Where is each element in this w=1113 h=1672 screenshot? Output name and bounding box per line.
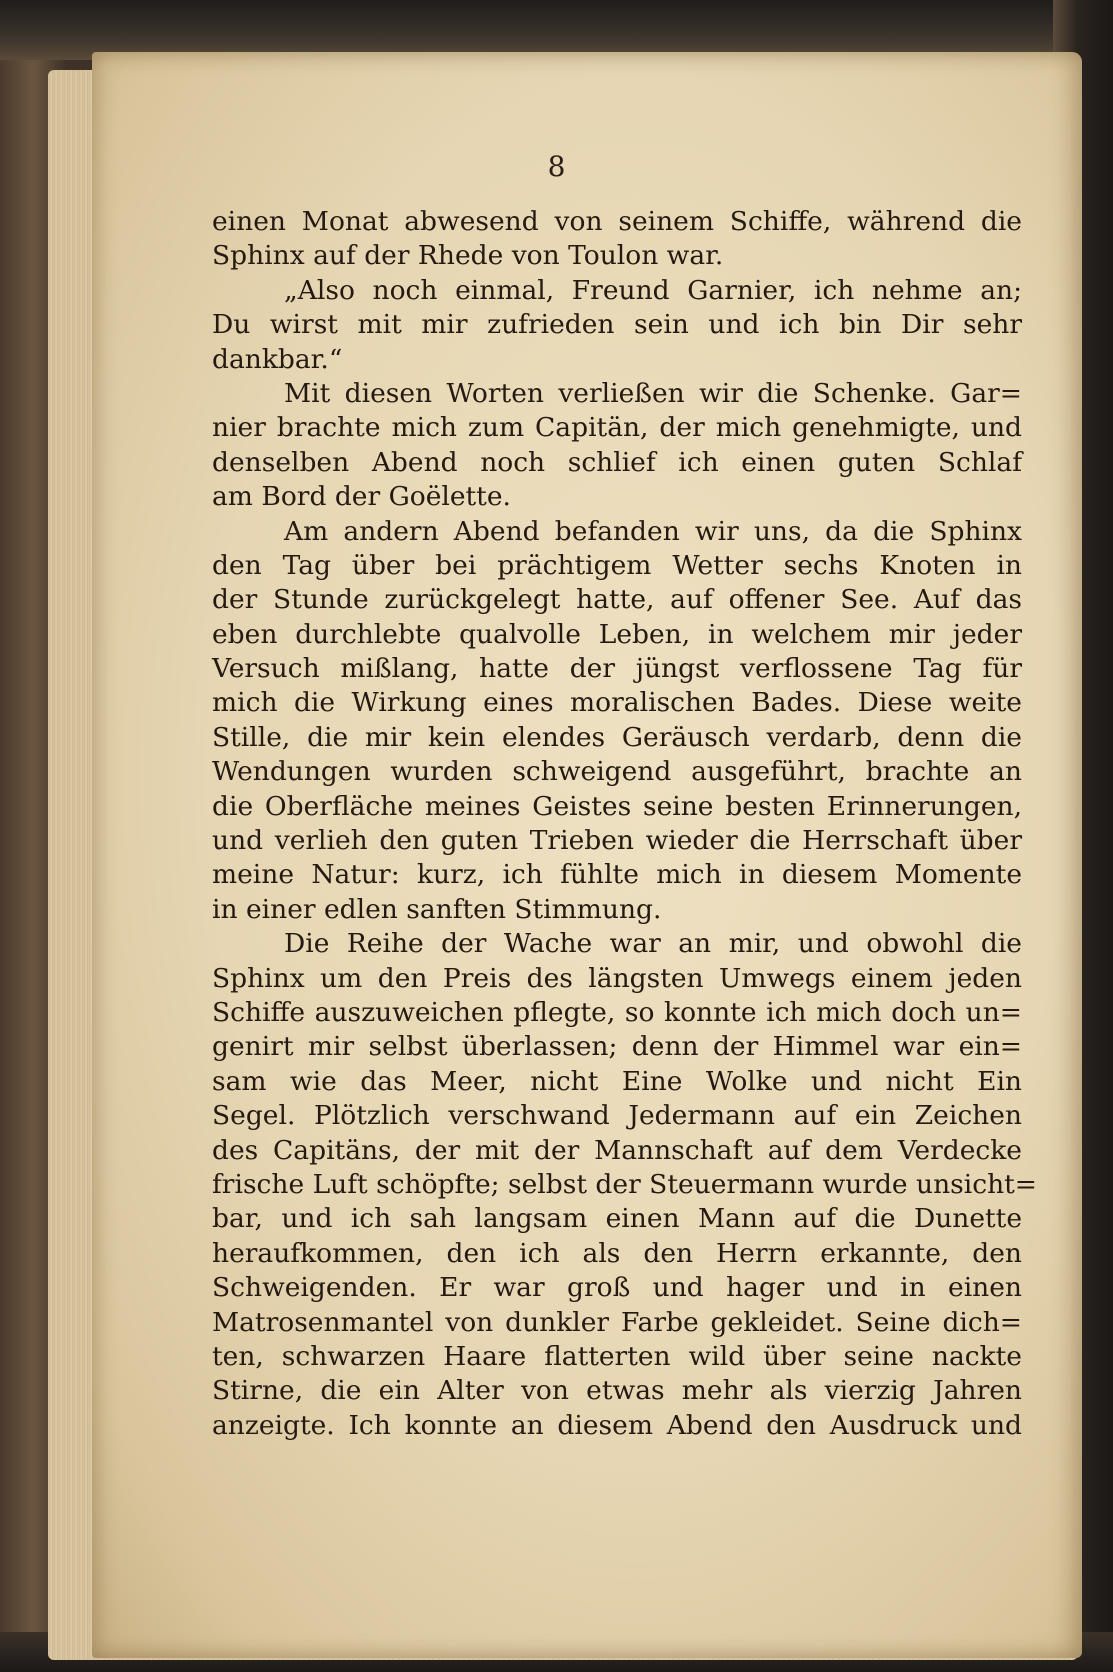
text-line: einen Monat abwesend von seinem Schiffe, während die: [212, 206, 1022, 237]
text-line: anzeigte. Ich konnte an diesem Abend den Ausdruck und: [212, 1409, 1022, 1441]
text-line: Segel. Plötzlich verschwand Jedermann auf ein Zeichen: [212, 1100, 1022, 1132]
text-line: Mit diesen Worten verließen wir die Schenke. Gar=: [284, 377, 1022, 409]
page-number: 8: [547, 150, 566, 183]
text-line: dankbar.“: [212, 343, 343, 375]
text-line: eben durchlebte qualvolle Leben, in welchem mir jeder: [212, 618, 1022, 650]
text-line: „Also noch einmal, Freund Garnier, ich nehme an;: [284, 274, 1022, 306]
text-line: Am andern Abend befanden wir uns, da die Sphinx: [284, 515, 1022, 547]
text-line: Du wirst mit mir zufrieden sein und ich bin Dir sehr: [212, 309, 1022, 341]
text-line: Versuch mißlang, hatte der jüngst verflossene Tag für: [212, 653, 1022, 685]
text-line: heraufkommen, den ich als den Herrn erkannte, den: [212, 1237, 1022, 1269]
text-line: Matrosenmantel von dunkler Farbe gekleidet. Seine dich=: [212, 1306, 1022, 1338]
text-line: Sphinx auf der Rhede von Toulon war.: [212, 240, 724, 272]
text-line: die Oberfläche meines Geistes seine besten Erinnerungen,: [212, 790, 1022, 822]
text-line: meine Natur: kurz, ich fühlte mich in diesem Momente: [212, 859, 1022, 891]
text-line: denselben Abend noch schlief ich einen guten Schlaf: [212, 446, 1022, 478]
text-line: ten, schwarzen Haare flatterten wild über seine nackte: [212, 1340, 1022, 1372]
text-line: bar, und ich sah langsam einen Mann auf die Dunette: [212, 1203, 1022, 1235]
book-cover-top: [0, 0, 1113, 60]
text-line: Schiffe auszuweichen pflegte, so konnte ich mich doch un=: [212, 996, 1022, 1028]
text-line: Stille, die mir kein elendes Geräusch verdarb, denn die: [212, 721, 1022, 753]
text-line: genirt mir selbst überlassen; denn der Himmel war ein=: [212, 1031, 1022, 1063]
text-line: Schweigenden. Er war groß und hager und in einen: [212, 1272, 1022, 1304]
text-line: frische Luft schöpfte; selbst der Steuermann wurde unsicht=: [212, 1168, 1038, 1200]
text-line: den Tag über bei prächtigem Wetter sechs Knoten in: [212, 549, 1022, 581]
text-line: Stirne, die ein Alter von etwas mehr als vierzig Jahren: [212, 1375, 1022, 1407]
text-line: und verlieh den guten Trieben wieder die Herrschaft über: [212, 825, 1022, 857]
text-line: nier brachte mich zum Capitän, der mich genehmigte, und: [212, 412, 1022, 444]
text-line: am Bord der Goëlette.: [212, 481, 511, 513]
text-line: der Stunde zurückgelegt hatte, auf offener See. Auf das: [212, 584, 1022, 616]
text-line: Wendungen wurden schweigend ausgeführt, brachte an: [212, 756, 1022, 788]
text-line: Sphinx um den Preis des längsten Umwegs einem jeden: [212, 962, 1022, 994]
body-text: [212, 205, 1038, 1443]
text-line: des Capitäns, der mit der Mannschaft auf dem Verdecke: [212, 1134, 1022, 1166]
text-line: in einer edlen sanften Stimmung.: [212, 893, 662, 925]
text-line: Die Reihe der Wache war an mir, und obwohl die: [284, 928, 1022, 960]
text-line: mich die Wirkung eines moralischen Bades. Diese weite: [212, 687, 1022, 719]
text-line: sam wie das Meer, nicht Eine Wolke und nicht Ein: [212, 1065, 1022, 1097]
